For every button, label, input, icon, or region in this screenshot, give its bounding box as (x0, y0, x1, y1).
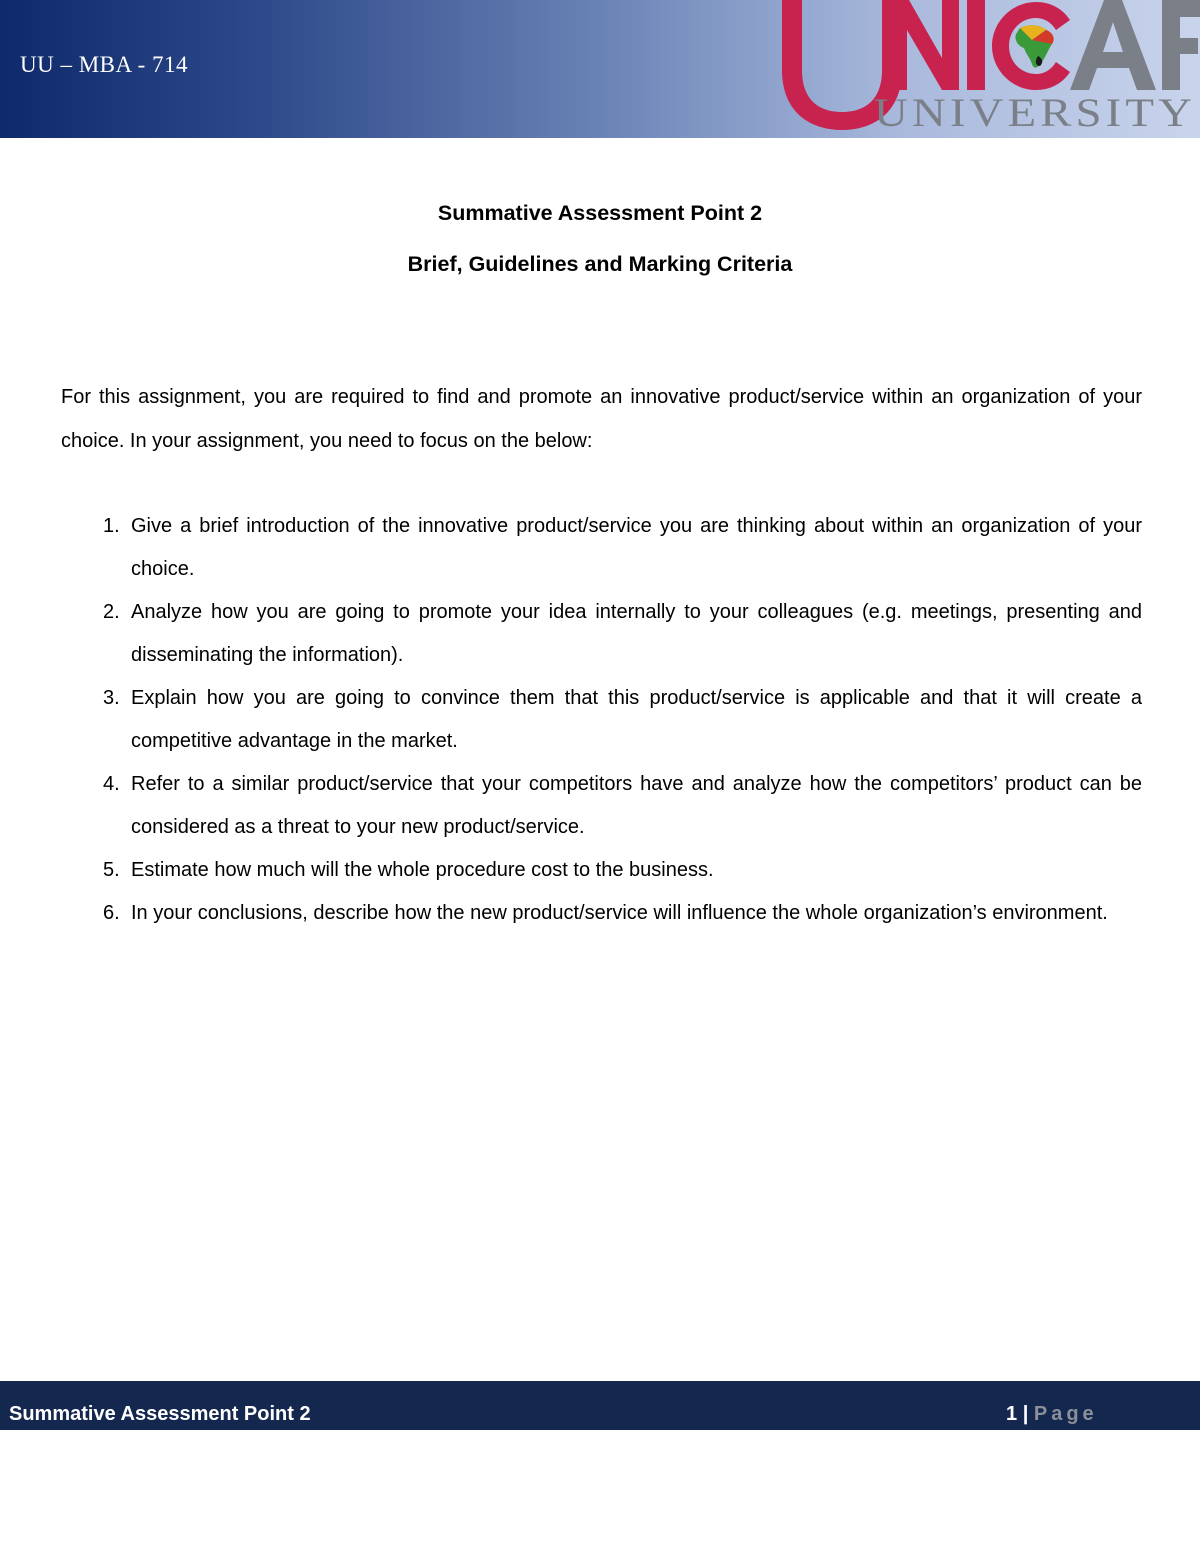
list-item (61, 505, 1142, 591)
list-item-text: Estimate how much will the whole procedure cost to the business. (131, 859, 714, 881)
unicaf-university-logo (770, 0, 1200, 138)
document-title: Summative Assessment Point 2 (437, 201, 763, 225)
course-code: UU – MBA - 714 (20, 52, 189, 77)
list-item-number: 3. (103, 687, 120, 709)
list-item-number: 6. (103, 902, 120, 924)
intro-paragraph: For this assignment, you are required to find and promote an innovative product/service within an organization of your choice. In your assignment, you need to focus on the below: (61, 386, 1142, 452)
document-subtitle: Brief, Guidelines and Marking Criteria (407, 252, 793, 276)
list-item (61, 763, 1142, 849)
list-item-number: 5. (103, 859, 120, 881)
page-label: Page (1033, 1403, 1098, 1425)
page-number (1006, 1403, 1098, 1426)
logo-i-shape (967, 0, 985, 90)
page-number-value: 1 (1006, 1403, 1018, 1425)
list-item-text: In your conclusions, describe how the new product/service will influence the whole organization’s environment. (131, 902, 1108, 924)
list-item-text: Explain how you are going to convince them that this product/service is applicable and that it will create a competitive advantage in the market. (131, 687, 1142, 752)
logo-n-shape (890, 0, 959, 90)
logo-a-shape (1070, 0, 1156, 90)
list-item-number: 1. (103, 515, 120, 537)
list-item (61, 892, 1142, 935)
list-item-number: 2. (103, 601, 120, 623)
list-item (61, 677, 1142, 763)
footer-title: Summative Assessment Point 2 (9, 1403, 311, 1425)
task-list (61, 505, 1142, 935)
logo-subtitle: UNIVERSITY (874, 90, 1196, 135)
list-item-text: Analyze how you are going to promote your idea internally to your colleagues (e.g. meetings, presenting and disseminating the information). (131, 601, 1142, 666)
list-item-text: Give a brief introduction of the innovative product/service you are thinking about within an organization of your choice. (131, 515, 1142, 580)
list-item (61, 591, 1142, 677)
list-item-number: 4. (103, 773, 120, 795)
logo-f-shape (1162, 0, 1200, 90)
list-item (61, 849, 1142, 892)
page-separator: | (1022, 1403, 1029, 1425)
list-item-text: Refer to a similar product/service that your competitors have and analyze how the competitors’ product can be considered as a threat to your new product/service. (131, 773, 1142, 838)
